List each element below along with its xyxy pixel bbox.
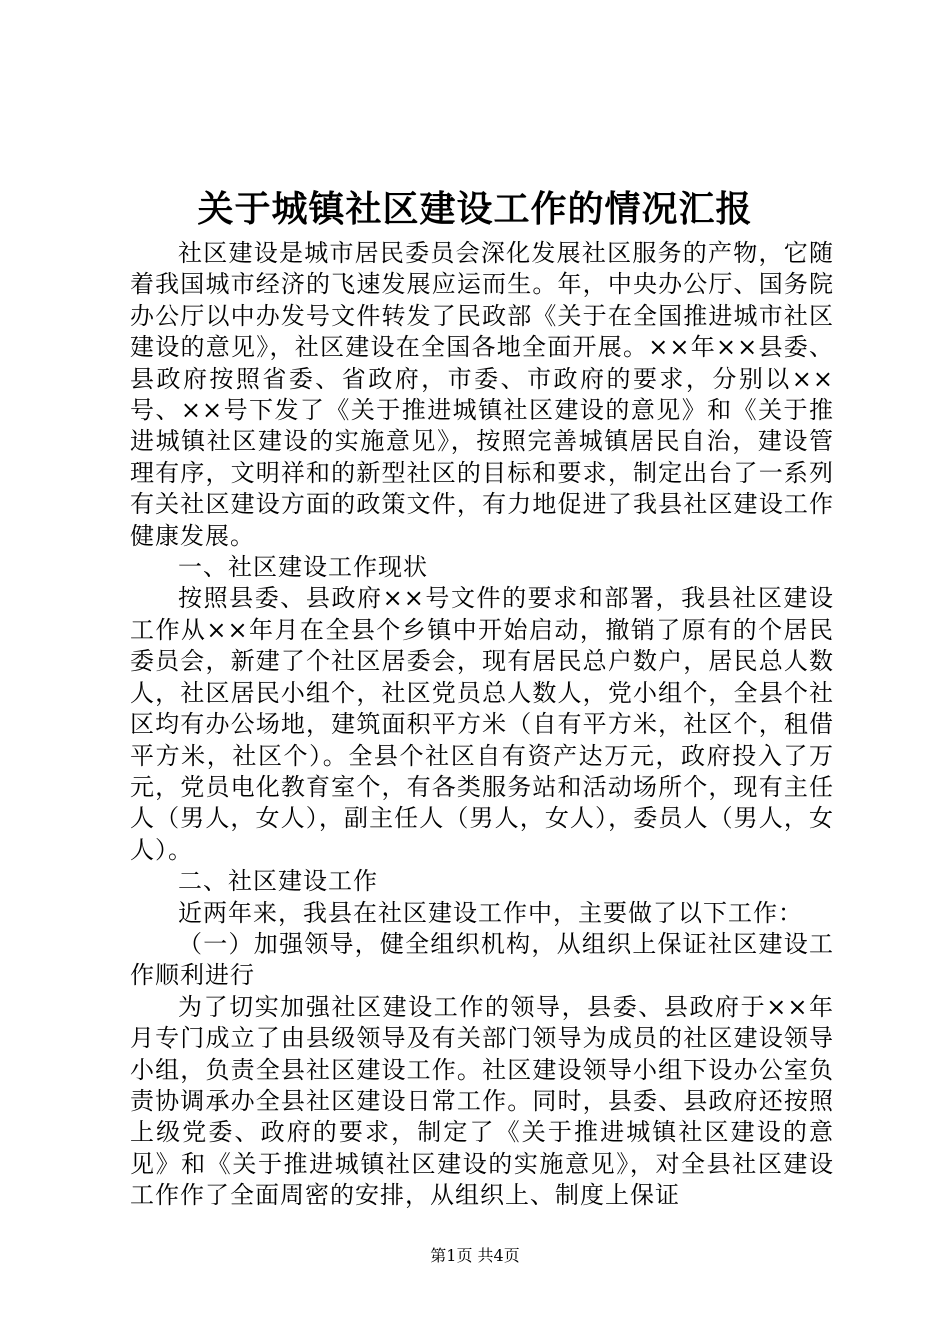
paragraph-intro: 社区建设是城市居民委员会深化发展社区服务的产物，它随着我国城市经济的飞速发展应运而生。年，中央办公厅、国务院办公厅以中办发号文件转发了民政部《关于在全国推进城市社区建设的意见》，社区建设在全国各地全面开展。××年××县委、县政府按照省委、省政府，市委、市政府的要求，分别以××号、××号下发了《关于推进城镇社区建设的意见》和《关于推进城镇社区建设的实施意见》，按照完善城镇居民自治，建设管理有序，文明祥和的新型社区的目标和要求，制定出台了一系列有关社区建设方面的政策文件，有力地促进了我县社区建设工作健康发展。 xyxy=(130,239,834,550)
subsection-heading-leadership: （一）加强领导，健全组织机构，从组织上保证社区建设工作顺利进行 xyxy=(130,929,834,990)
document-body xyxy=(130,238,834,1212)
paragraph-work-intro: 近两年来，我县在社区建设工作中，主要做了以下工作： xyxy=(178,898,803,927)
paragraph-leadership: 为了切实加强社区建设工作的领导，县委、县政府于××年月专门成立了由县级领导及有关部门领导为成员的社区建设领导小组，负责全县社区建设工作。社区建设领导小组下设办公室负责协调承办全县社区建设日常工作。同时，县委、县政府还按照上级党委、政府的要求，制定了《关于推进城镇社区建设的意见》和《关于推进城镇社区建设的实施意见》，对全县社区建设工作作了全面周密的安排，从组织上、制度上保证 xyxy=(130,992,834,1210)
document-title: 关于城镇社区建设工作的情况汇报 xyxy=(197,188,753,230)
paragraph-current-status: 按照县委、县政府××号文件的要求和部署，我县社区建设工作从××年月在全县个乡镇中开始启动，撤销了原有的个居民委员会，新建了个社区居委会，现有居民总户数户，居民总人数人，社区居民小组个，社区党员总人数人，党小组个，全县个社区均有办公场地，建筑面积平方米（自有平方米，社区个，租借平方米，社区个）。全县个社区自有资产达万元，政府投入了万元，党员电化教育室个，有各类服务站和活动场所个，现有主任人（男人，女人），副主任人（男人，女人），委员人（男人，女人）。 xyxy=(130,584,834,864)
page-number-footer: 第1页 共4页 xyxy=(430,1246,520,1265)
section-heading-work: 二、社区建设工作 xyxy=(178,867,378,896)
section-heading-current-status: 一、社区建设工作现状 xyxy=(178,553,428,582)
